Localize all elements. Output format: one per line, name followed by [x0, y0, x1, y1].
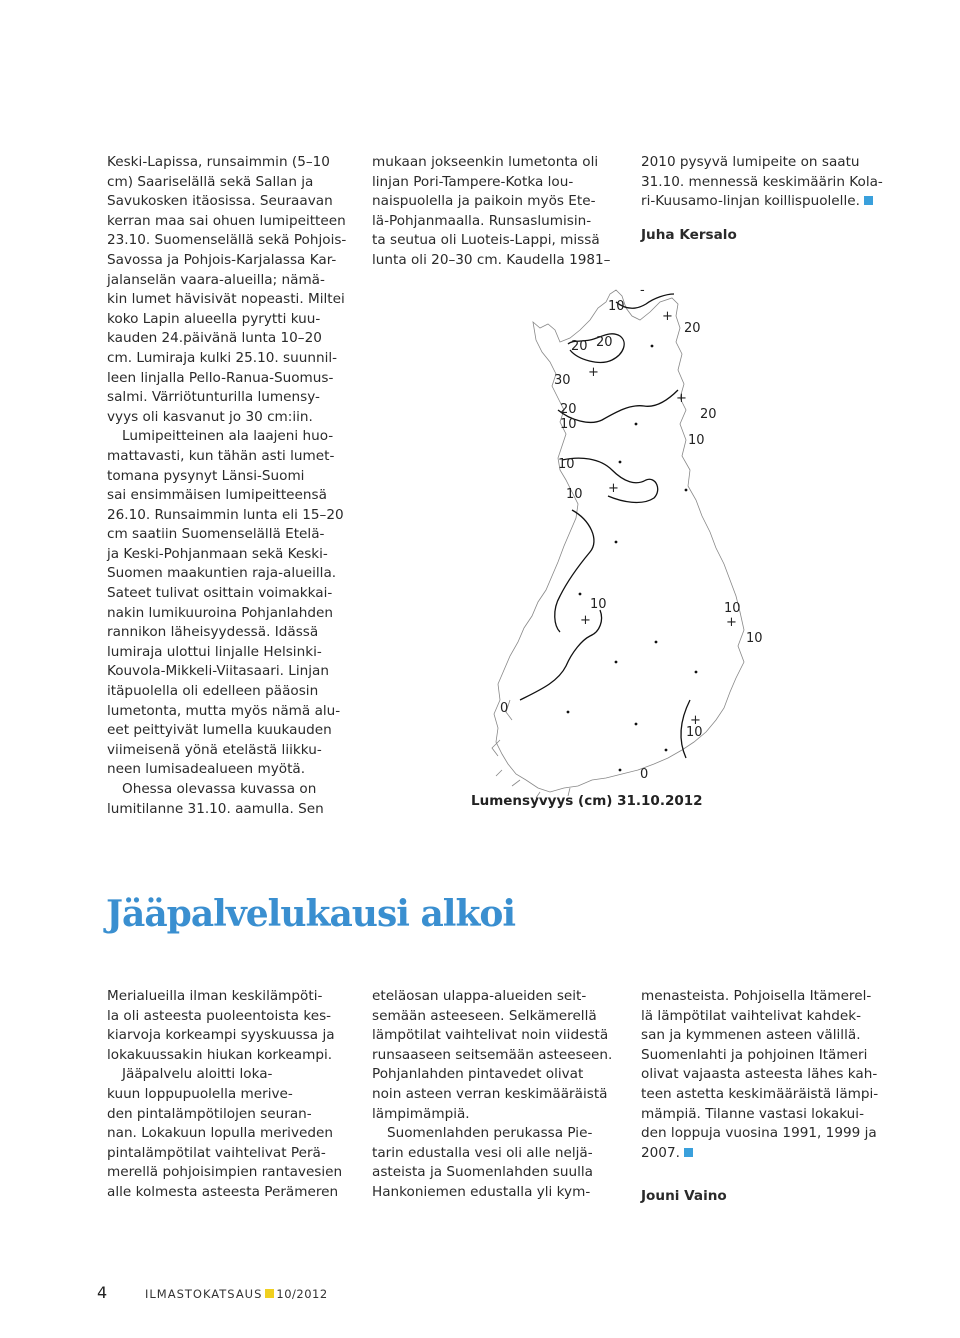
- isoline-label: 10: [590, 597, 607, 612]
- isoline-label: 20: [560, 402, 577, 417]
- station-markers: [567, 345, 698, 772]
- isoline-label: 20: [700, 407, 717, 422]
- text-line: [641, 192, 886, 212]
- isoline-label: 10: [608, 299, 625, 314]
- text-line: lunta oli 20–30 cm. Kaudella 1981–: [372, 251, 611, 268]
- article1-column-3: [641, 153, 886, 245]
- station-dot: [695, 671, 698, 674]
- text-line: ja Keski-Pohjanmaan sekä Keski-: [107, 545, 328, 562]
- text-line: vyys oli kasvanut jo 30 cm:iin.: [107, 408, 313, 425]
- text-line: menasteista. Pohjoisella Itämerel-: [641, 988, 872, 1004]
- isoline-label: 20: [596, 335, 613, 350]
- text-line: Savukosken itäosissa. Seuraavan: [107, 193, 333, 210]
- text-line: [641, 1144, 886, 1164]
- text-line: Lumipeitteinen ala laajeni huo-: [122, 428, 334, 445]
- text-line: eet peittyivät lumella kuukauden: [107, 722, 332, 739]
- station-dot: [635, 723, 638, 726]
- text-line: teen astetta keskimääräistä lämpi-: [641, 1085, 879, 1102]
- text-line: ta seutua oli Luoteis-Lappi, missä: [372, 232, 600, 249]
- text-line: 2010 pysyvä lumipeite on saatu: [641, 154, 860, 170]
- issue-number: 10/2012: [276, 1287, 328, 1301]
- plus-icon: +: [580, 613, 591, 628]
- text-line: den pintalämpötilojen seuran-: [107, 1105, 312, 1122]
- map-labels: [500, 283, 763, 782]
- text-line: viimeisenä yönä etelästä liikku-: [107, 741, 322, 758]
- text-line: cm) Saariselällä sekä Sallan ja: [107, 173, 314, 190]
- text-line: Merialueilla ilman keskilämpöti-: [107, 988, 323, 1004]
- text-line: den loppuja vuosina 1991, 1999 ja: [641, 1125, 877, 1142]
- text-line: eteläosan ulappa-alueiden seit-: [372, 988, 587, 1004]
- plus-icon: +: [690, 713, 701, 728]
- text-line: pintalämpötilat vaihtelivat Perä-: [107, 1144, 326, 1161]
- text-line-content: 2007.: [641, 1144, 680, 1161]
- station-dot: [615, 661, 618, 664]
- map-caption: Lumensyvyys (cm) 31.10.2012: [471, 793, 703, 809]
- publication-title: ILMASTOKATSAUS: [145, 1287, 263, 1301]
- text-line: lämpötilat vaihtelivat noin viidestä: [372, 1027, 609, 1044]
- text-line: semään asteeseen. Selkämerellä: [372, 1007, 597, 1024]
- text-line: kuun loppupuolella merive-: [107, 1085, 293, 1102]
- article2-column-3: [641, 987, 886, 1207]
- isoline-label: 20: [684, 321, 701, 336]
- isoline-label: -: [640, 283, 645, 298]
- isoline-10-top: [616, 294, 674, 308]
- end-mark-square-icon: [864, 196, 873, 205]
- finland-outline: [492, 290, 744, 798]
- page-number: 4: [97, 1283, 108, 1302]
- article2-column-2: [372, 987, 617, 1203]
- station-dot: [685, 489, 688, 492]
- station-dot: [615, 541, 618, 544]
- publication-name: [145, 1287, 328, 1301]
- text-line: 23.10. Suomenselällä sekä Pohjois-: [107, 232, 347, 249]
- isoline-label: 30: [554, 373, 571, 388]
- station-dot: [651, 345, 654, 348]
- text-line: 26.10. Runsaimmin lunta eli 15–20: [107, 506, 344, 523]
- text-line: cm saatiin Suomenselällä Etelä-: [107, 526, 325, 543]
- text-line-content: ri-Kuusamo-linjan koillispuolelle.: [641, 193, 860, 210]
- text-line: koko Lapin alueella pyrytti kuu-: [107, 310, 321, 327]
- isoline-label: 10: [746, 631, 763, 646]
- text-line: kiarvoja korkeampi syyskuussa ja: [107, 1027, 335, 1044]
- text-line: kerran maa sai ohuen lumipeitteen: [107, 212, 346, 229]
- text-line: rannikon läheisyydessä. Idässä: [107, 624, 319, 641]
- text-line: Ohessa olevassa kuvassa on: [122, 781, 317, 797]
- text-line: leen linjalla Pello-Ranua-Suomus-: [107, 369, 334, 386]
- text-line: Keski-Lapissa, runsaimmin (5–10: [107, 154, 330, 170]
- isoline-label: 0: [640, 767, 649, 782]
- isoline-label: 10: [688, 433, 705, 448]
- text-line: Hankoniemen edustalla yli kym-: [372, 1183, 591, 1200]
- isoline-label: 10: [558, 457, 575, 472]
- isoline-label: 10: [560, 417, 577, 432]
- isoline-label: 10: [566, 487, 583, 502]
- text-line: sai ensimmäisen lumipeitteensä: [107, 487, 327, 504]
- isoline-label: 10: [686, 725, 703, 740]
- plus-markers: [580, 309, 737, 728]
- text-line: tarin edustalla vesi oli alle neljä-: [372, 1144, 593, 1161]
- text-line: nakin lumikuuroina Pohjanlahden: [107, 604, 333, 621]
- station-dot: [619, 461, 622, 464]
- text-line: lä-Pohjanmaalla. Runsaslumisin-: [372, 212, 592, 229]
- station-dot: [567, 711, 570, 714]
- station-dot: [655, 641, 658, 644]
- text-line: san ja kymmenen asteen välillä.: [641, 1027, 861, 1044]
- station-dot: [635, 423, 638, 426]
- text-line: la oli asteesta puoleentoista kes-: [107, 1007, 332, 1024]
- text-line: Savossa ja Pohjois-Karjalassa Kar-: [107, 251, 337, 268]
- text-line: salmi. Värriötunturilla lumensy-: [107, 389, 320, 406]
- author-name: Jouni Vaino: [641, 1188, 727, 1205]
- text-line: lumitilanne 31.10. aamulla. Sen: [107, 800, 324, 817]
- end-mark-square-icon: [684, 1148, 693, 1157]
- text-line: naispuolella ja paikoin myös Ete-: [372, 193, 596, 210]
- text-line: 31.10. mennessä keskimäärin Kola-: [641, 173, 883, 190]
- yellow-square-icon: [265, 1289, 274, 1298]
- text-line: Suomenlahti ja pohjoinen Itämeri: [641, 1046, 868, 1063]
- text-line: noin asteen verran keskimääräistä: [372, 1085, 608, 1102]
- text-line: olivat vajaasta asteesta lähes kah-: [641, 1066, 878, 1083]
- text-line: mämpiä. Tilanne vastasi lokakui-: [641, 1105, 864, 1122]
- text-line: cm. Lumiraja kulki 25.10. suunnil-: [107, 349, 338, 366]
- station-dot: [619, 769, 622, 772]
- page-footer: [0, 1283, 960, 1313]
- text-line: tomana pysynyt Länsi-Suomi: [107, 467, 305, 484]
- text-line: Suomen maakuntien raja-alueilla.: [107, 565, 337, 582]
- station-dot: [579, 593, 582, 596]
- isoline-label: 10: [724, 601, 741, 616]
- text-line: Suomenlahden perukassa Pie-: [387, 1125, 593, 1142]
- plus-icon: +: [726, 615, 737, 630]
- text-line: alle kolmesta asteesta Perämeren: [107, 1183, 339, 1200]
- isoline-label: 20: [571, 339, 588, 354]
- text-line: asteista ja Suomenlahden suulla: [372, 1164, 594, 1181]
- text-line: jalanselän vaara-alueilla; nämä-: [107, 271, 325, 288]
- text-line: kin lumet hävisivät nopeasti. Miltei: [107, 291, 345, 308]
- plus-icon: +: [662, 309, 673, 324]
- text-line: mukaan jokseenkin lumetonta oli: [372, 154, 599, 170]
- text-line: linjan Pori-Tampere-Kotka lou-: [372, 173, 574, 190]
- text-line: Pohjanlahden pintavedet olivat: [372, 1066, 584, 1083]
- isoline-label: 0: [500, 701, 509, 716]
- text-line: lumiraja ulottui linjalle Helsinki-: [107, 643, 322, 660]
- plus-icon: +: [588, 365, 599, 380]
- snow-depth-map: [440, 280, 763, 800]
- text-line: lokakuussakin hiukan korkeampi.: [107, 1046, 333, 1063]
- text-line: Jääpalvelu aloitti loka-: [122, 1066, 273, 1083]
- author-name: Juha Kersalo: [641, 226, 737, 243]
- text-line: kauden 24.päivänä lunta 10–20: [107, 330, 322, 347]
- text-line: itäpuolella oli edelleen pääosin: [107, 683, 319, 700]
- isoline-group: [520, 294, 690, 758]
- plus-icon: +: [676, 391, 687, 406]
- article1-column-1: [107, 153, 347, 819]
- text-line: Kouvola-Mikkeli-Viitasaari. Linjan: [107, 663, 329, 680]
- text-line: runsaaseen seitsemään asteeseen.: [372, 1046, 613, 1063]
- text-line: nan. Lokakuun lopulla meriveden: [107, 1125, 333, 1142]
- text-line: mattavasti, kun tähän asti lumet-: [107, 447, 335, 464]
- article-heading: Jääpalvelukausi alkoi: [106, 893, 516, 935]
- text-line: neen lumisadealueen myötä.: [107, 761, 306, 778]
- article2-column-1: [107, 987, 347, 1203]
- text-line: Sateet tulivat osittain voimakkai-: [107, 585, 333, 602]
- text-line: lämpimämpiä.: [372, 1105, 470, 1122]
- text-line: lä lämpötilat vaihtelivat kahdek-: [641, 1007, 861, 1024]
- station-dot: [665, 749, 668, 752]
- article1-column-2: [372, 153, 617, 271]
- text-line: merellä pohjoisimpien rantavesien: [107, 1164, 343, 1181]
- text-line: lumetonta, mutta myös nämä alu-: [107, 702, 341, 719]
- plus-icon: +: [608, 481, 619, 496]
